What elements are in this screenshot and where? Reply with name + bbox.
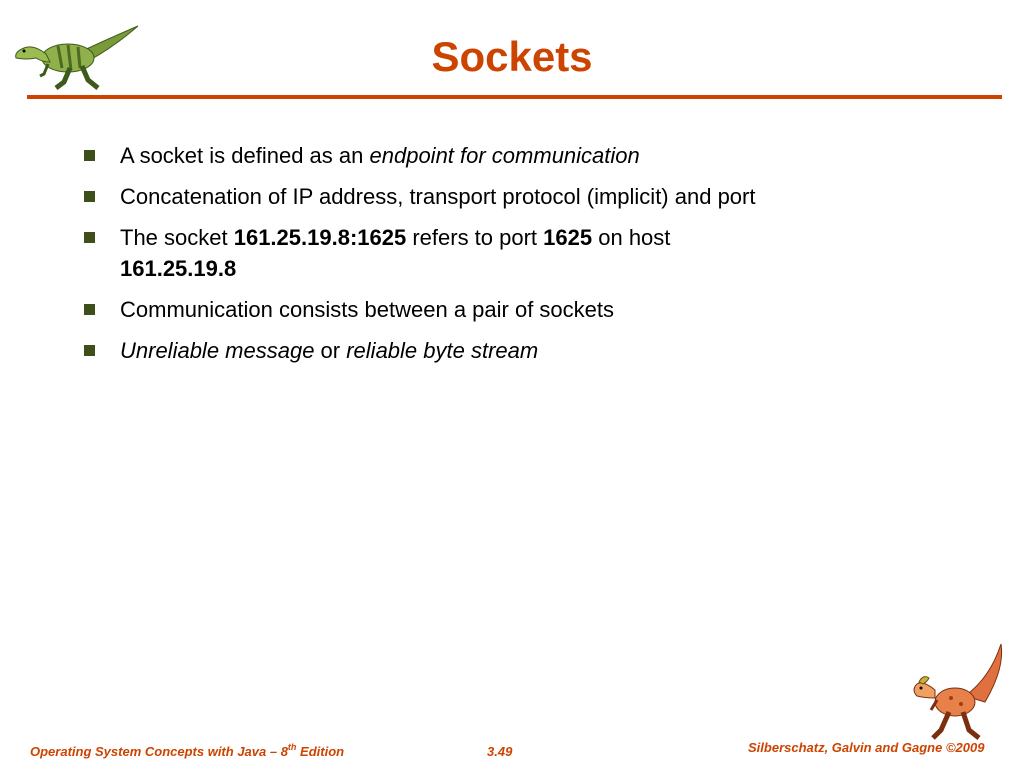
slide-title: Sockets	[431, 33, 593, 80]
bullet-text: Unreliable message or reliable byte stream	[120, 338, 539, 363]
bullet-text: Communication consists between a pair of sockets	[120, 297, 615, 322]
bullet-square-icon	[84, 232, 95, 243]
bullet-item	[84, 294, 774, 325]
bullet-list	[84, 140, 774, 376]
bullet-square-icon	[84, 345, 95, 356]
footer-page-number: 3.49	[487, 744, 513, 759]
bullet-item	[84, 181, 774, 212]
bullet-item	[84, 335, 774, 366]
orange-dinosaur-icon	[905, 638, 1013, 746]
bullet-square-icon	[84, 191, 95, 202]
bullet-text: The socket 161.25.19.8:1625 refers to port 1625 on host 161.25.19.8	[120, 225, 671, 281]
footer-book-title: Operating System Concepts with Java – 8th Edition	[30, 742, 345, 759]
bullet-text: Concatenation of IP address, transport protocol (implicit) and port	[120, 184, 756, 209]
bullet-item	[84, 222, 774, 284]
footer-copyright: Silberschatz, Galvin and Gagne ©2009	[748, 740, 985, 755]
bullet-item	[84, 140, 774, 171]
bullet-text: A socket is defined as an endpoint for communication	[120, 143, 640, 168]
bullet-square-icon	[84, 304, 95, 315]
bullet-square-icon	[84, 150, 95, 161]
title-divider	[27, 95, 1002, 99]
